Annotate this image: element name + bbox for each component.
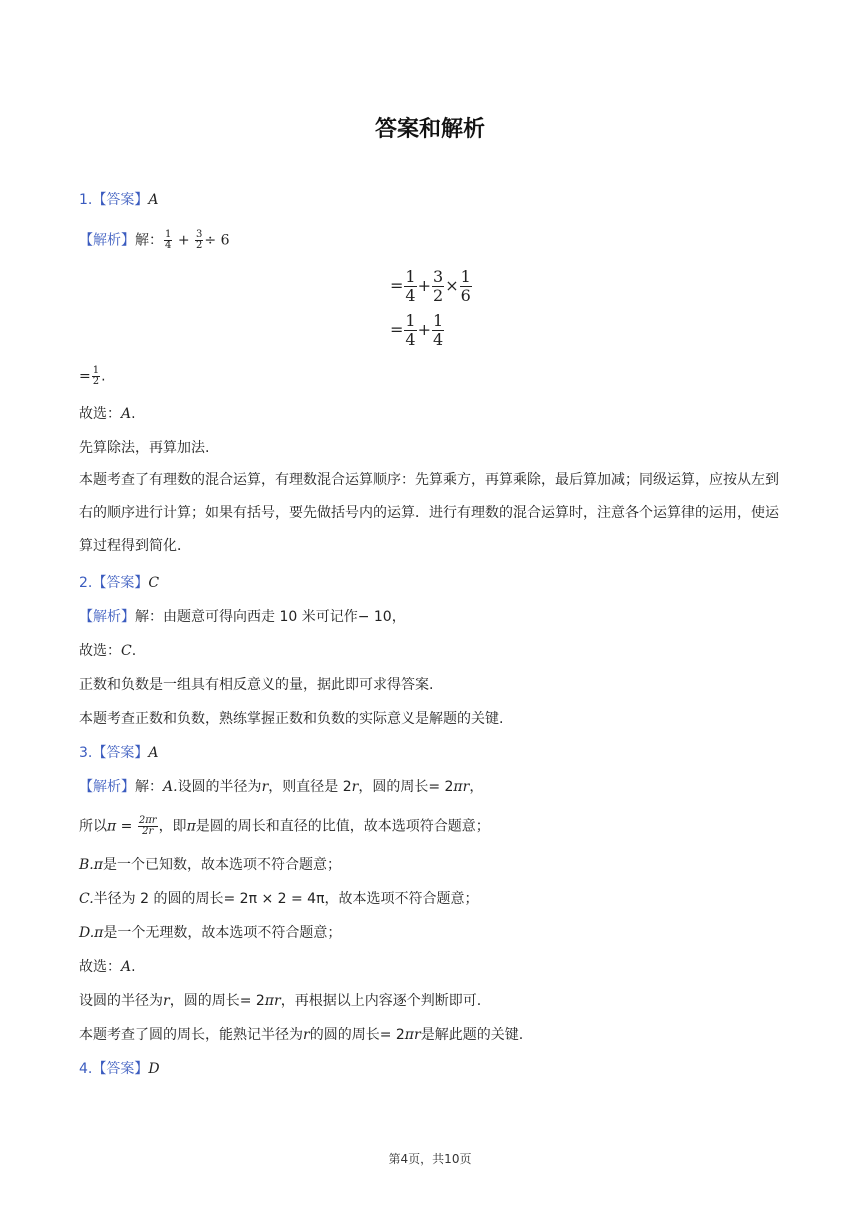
fraction-1-4: $\frac{1}{4}$	[433, 311, 444, 349]
q1-choose: 故选：A.	[79, 406, 136, 422]
q2-answer-tag: 【答案】	[92, 575, 149, 591]
page-title: 答案和解析	[374, 117, 485, 142]
q3-option-c: C.半径为 2 的圆的周长= 2π × 2 = 4π，故本选项不符合题意；	[79, 891, 479, 907]
q1-step2: = $\frac{1}{4}$ + $\frac{1}{4}$	[390, 311, 444, 349]
q3-explain-line: 【解析】解：A.设圆的半径为r，则直径是 2r，圆的周长= 2πr，	[79, 779, 484, 795]
q1-explain-line: 【解析】解： $\frac{1}{4}$ + $\frac{3}{2}$ ÷ 6	[79, 229, 230, 251]
fraction-1-4: $\frac{1}{4}$	[405, 267, 416, 305]
q1-number: 1.	[79, 192, 93, 208]
q4-answer-tag: 【答案】	[92, 1061, 149, 1077]
q3-answer-tag: 【答案】	[92, 745, 149, 761]
q3-answer: A	[148, 745, 159, 761]
q1-answer-line	[79, 190, 158, 210]
q2-choose: 故选：C.	[79, 643, 137, 659]
q1-step1: = $\frac{1}{4}$ + $\frac{3}{2}$ × $\frac{1}{6}$	[390, 267, 471, 305]
q4-answer-line	[79, 1059, 160, 1079]
q1-summary: 本题考查了有理数的混合运算，有理数混合运算顺序：先算乘方，再算乘除，最后算加减；同级运算，应按从左到右的顺序进行计算；如果有括号，要先做括号内的运算．进行有理数的混合运算时，注意各个运算律的运用，使运算过程得到简化．	[79, 472, 779, 554]
q2-hint: 正数和负数是一组具有相反意义的量，据此即可求得答案.	[79, 677, 434, 693]
fraction-3-2: $\frac{3}{2}$	[433, 267, 444, 305]
q1-answer-tag: 【答案】	[92, 192, 149, 208]
q2-answer: C	[148, 575, 160, 591]
fraction-1-4: $\frac{1}{4}$	[165, 229, 172, 251]
q4-answer: D	[148, 1061, 160, 1077]
q1-explain-tag: 【解析】	[79, 232, 135, 249]
q3-number: 3.	[79, 745, 93, 761]
q3-option-b: B.π是一个已知数，故本选项不符合题意；	[79, 857, 341, 873]
q4-number: 4.	[79, 1061, 93, 1077]
q3-line2: 所以π = $\frac{2\pi r}{2r}$ ，即π是圆的周长和直径的比值，故本选项符合题意；	[79, 815, 490, 837]
q3-choose: 故选：A.	[79, 959, 136, 975]
q1-hint: 先算除法，再算加法.	[79, 440, 210, 456]
q2-answer-line	[79, 573, 159, 593]
fraction-3-2: $\frac{3}{2}$	[196, 229, 203, 251]
fraction-1-4: $\frac{1}{4}$	[405, 311, 416, 349]
q1-step3: = $\frac{1}{2}$ .	[79, 365, 106, 387]
q1-answer: A	[148, 192, 159, 208]
page-footer: 第4页，共10页	[388, 1152, 472, 1166]
q3-answer-line	[79, 743, 158, 763]
q3-option-d: D.π是一个无理数，故本选项不符合题意；	[79, 925, 342, 941]
q1-step0-tail: ÷ 6	[204, 232, 230, 249]
q3-summary: 本题考查了圆的周长，能熟记半径为r的圆的周长= 2πr是解此题的关键.	[79, 1027, 524, 1043]
fraction-1-2: $\frac{1}{2}$	[92, 365, 100, 387]
fraction-1-6: $\frac{1}{6}$	[460, 267, 471, 305]
q2-explain-tag: 【解析】	[79, 609, 135, 625]
q2-number: 2.	[79, 575, 93, 591]
q2-summary: 本题考查正数和负数，熟练掌握正数和负数的实际意义是解题的关键.	[79, 711, 504, 727]
q3-explain-tag: 【解析】	[79, 779, 135, 795]
fraction-2pir-2r: $\frac{2\pi r}{2r}$	[138, 815, 157, 837]
q3-hint: 设圆的半径为r，圆的周长= 2πr，再根据以上内容逐个判断即可.	[79, 993, 482, 1009]
q2-explain-line: 【解析】解：由题意可得向西走 10 米可记作− 10，	[79, 609, 406, 625]
q1-explain-lead: 解：	[135, 232, 163, 249]
